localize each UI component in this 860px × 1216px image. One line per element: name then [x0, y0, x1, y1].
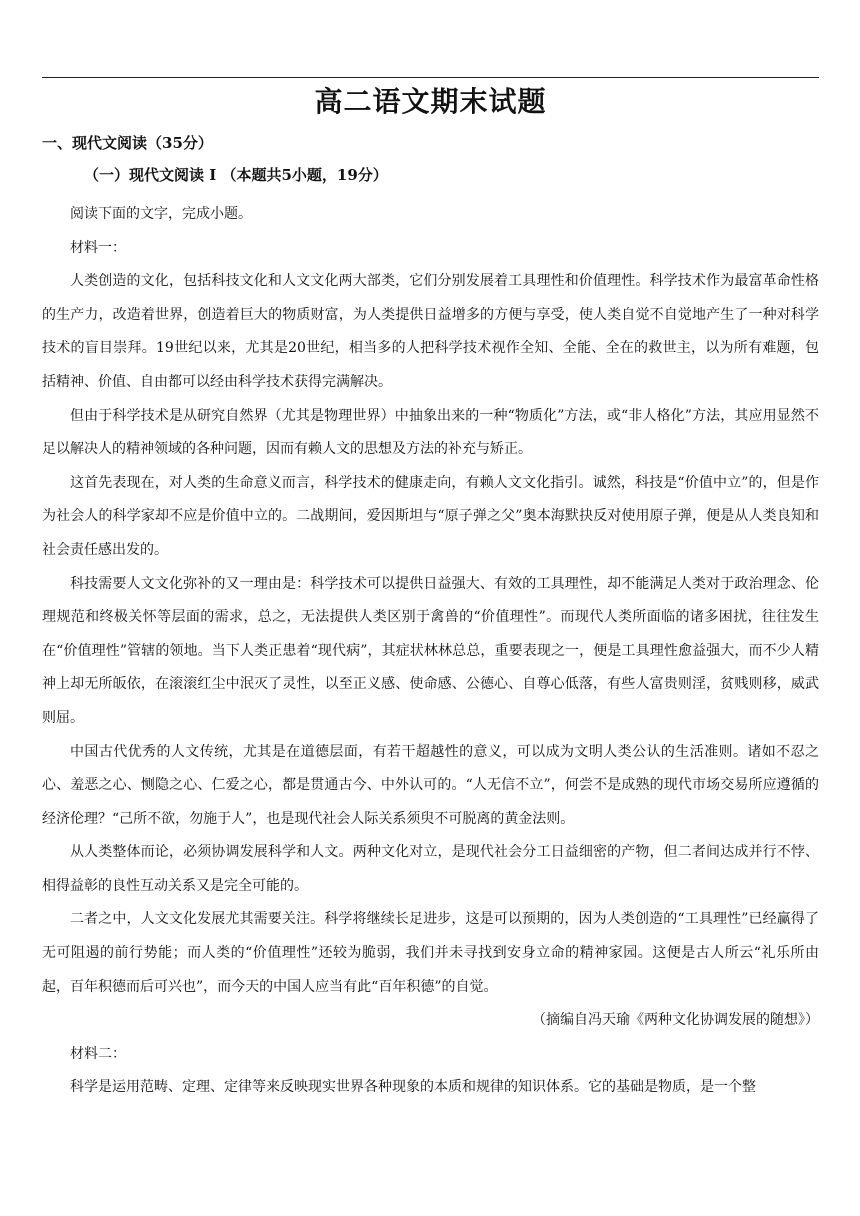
- material1-paragraph: 这首先表现在，对人类的生命意义而言，科学技术的健康走向，有赖人文文化指引。诚然，科技是“价值中立”的，但是作为社会人的科学家却不应是价值中立的。二战期间，爱因斯坦与“原子弹之父”奥本海默抉反对使用原子弹，便是从人类良知和社会责任感出发的。: [42, 474, 819, 558]
- subsection-heading: （一）现代文阅读 I （本题共5小题，19分）: [84, 166, 388, 184]
- material2-label: 材料二：: [70, 1045, 126, 1062]
- material1-label: 材料一：: [70, 239, 126, 256]
- material1-paragraph: 中国古代优秀的人文传统，尤其是在道德层面，有若干超越性的意义，可以成为文明人类公认的生活准则。诸如不忍之心、羞恶之心、恻隐之心、仁爱之心，都是贯通古今、中外认可的。“人无信不立”，何尝不是成熟的现代市场交易所应遵循的经济伦理？“己所不欲，勿施于人”，也是现代社会人际关系须臾不可脱离的黄金法则。: [42, 743, 819, 827]
- material1-paragraph: 科技需要人文文化弥补的又一理由是：科学技术可以提供日益强大、有效的工具理性，却不能满足人类对于政治理念、伦理规范和终极关怀等层面的需求，总之，无法提供人类区别于禽兽的“价值理性”。而现代人类所面临的诸多困扰，往往发生在“价值理性”管辖的领地。当下人类正患着“现代病”，其症状林林总总，重要表现之一，便是工具理性愈益强大，而不少人精神上却无所皈依，在滚滚红尘中泯灭了灵性，以至正义感、使命感、公德心、自尊心低落，有些人富贵则淫，贫贱则移，威武则屈。: [42, 575, 819, 726]
- instruction-text: 阅读下面的文字，完成小题。: [70, 206, 252, 222]
- page-title: 高二语文期末试题: [314, 85, 547, 118]
- header-rule: [42, 77, 819, 78]
- material2-paragraph: 科学是运用范畴、定理、定律等来反映现实世界各种现象的本质和规律的知识体系。它的基础是物质，是一个整: [70, 1079, 756, 1096]
- material1-paragraph: 人类创造的文化，包括科技文化和人文文化两大部类，它们分别发展着工具理性和价值理性。科学技术作为最富革命性格的生产力，改造着世界，创造着巨大的物质财富，为人类提供日益增多的方便与享受，使人类自觉不自觉地产生了一种对科学技术的盲目崇拜。19世纪以来，尤其是20世纪，相当多的人把科学技术视作全知、全能、全在的救世主，以为所有难题，包括精神、价值、自由都可以经由科学技术获得完满解决。: [42, 273, 819, 390]
- material1-source: （摘编自冯天瑜《两种文化协调发展的随想》）: [532, 1012, 819, 1029]
- material1-paragraph: 二者之中，人文文化发展尤其需要关注。科学将继续长足进步，这是可以预期的，因为人类创造的“工具理性”已经赢得了无可阻遏的前行势能；而人类的“价值理性”还较为脆弱，我们并未寻找到安身立命的精神家园。这便是古人所云“礼乐所由起，百年积德而后可兴也”，而今天的中国人应当有此“百年积德”的自觉。: [42, 911, 819, 995]
- material1-paragraph: 从人类整体而论，必须协调发展科学和人文。两种文化对立，是现代社会分工日益细密的产物，但二者间达成并行不悖、相得益彰的良性互动关系又是完全可能的。: [42, 844, 819, 894]
- reading-passage: [42, 198, 819, 1105]
- material1-paragraph: 但由于科学技术是从研究自然界（尤其是物理世界）中抽象出来的一种“物质化”方法，或“非人格化”方法，其应用显然不足以解决人的精神领域的各种问题，因而有赖人文的思想及方法的补充与矫正。: [42, 407, 819, 458]
- section-heading: 一、现代文阅读（35分）: [42, 134, 213, 152]
